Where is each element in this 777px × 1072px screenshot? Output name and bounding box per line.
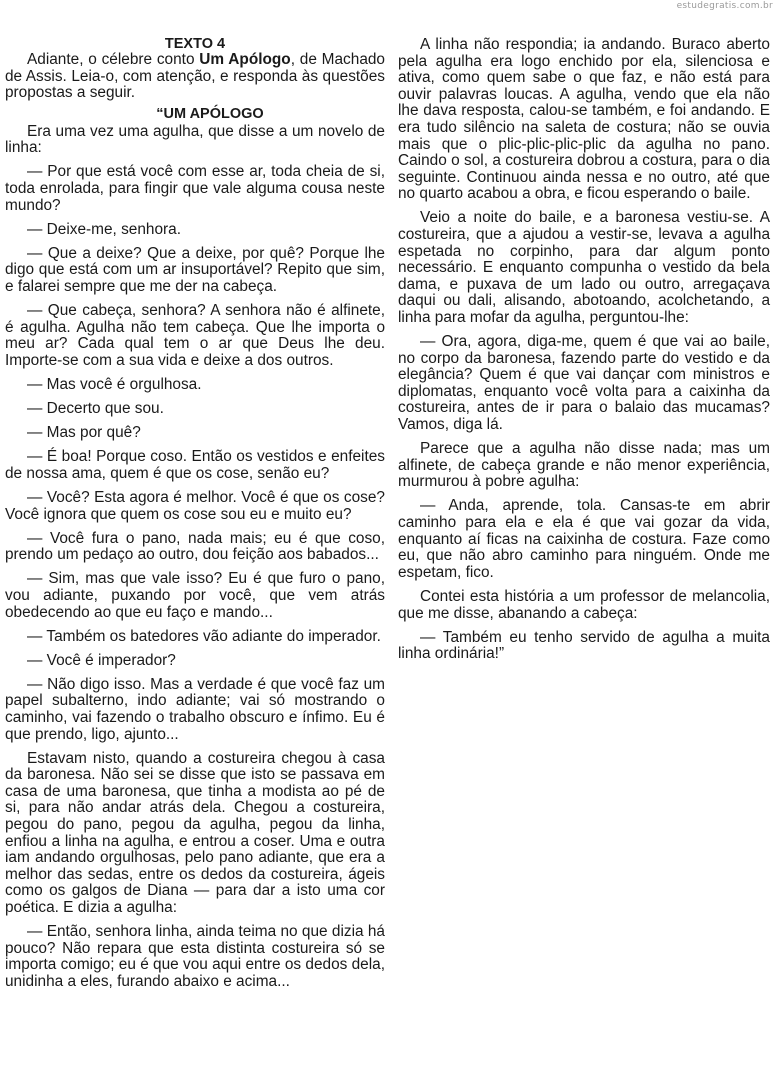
intro-paragraph: [5, 52, 385, 102]
story-paragraph: — Você? Esta agora é melhor. Você é que os cose? Você ignora que quem os cose sou eu e muito eu?: [5, 488, 385, 523]
story-paragraph: — Também os batedores vão adiante do imperador.: [27, 627, 381, 645]
intro-story-name: Um Apólogo: [199, 51, 291, 68]
story-paragraph: — Que a deixe? Que a deixe, por quê? Porque lhe digo que está com um ar insuportável? Repito que sim, e falarei sempre que me der na cabeça.: [5, 244, 385, 296]
story-paragraph: — Mas você é orgulhosa.: [27, 376, 202, 393]
story-paragraph: — Ora, agora, diga-me, quem é que vai ao baile, no corpo da baronesa, fazendo parte do vestido e da elegância? Quem é que vai dançar com ministros e diplomatas, enquanto você volta para a caixinha da costureira, antes de ir para o balaio das mucamas? Vamos, diga lá.: [398, 333, 770, 434]
story-paragraph: — Não digo isso. Mas a verdade é que você faz um papel subalterno, indo adiante; vai só mostrando o caminho, vai fazendo o trabalho obscuro e ínfimo. Eu é que prendo, ligo, ajunto...: [5, 675, 385, 743]
story-paragraph: — Você fura o pano, nada mais; eu é que coso, prendo um pedaço ao outro, dou feição aos babados...: [5, 529, 385, 564]
story-paragraph: — Decerto que sou.: [27, 400, 164, 418]
story-paragraph: — Você é imperador?: [27, 651, 176, 669]
story-paragraph: — Mas por quê?: [27, 424, 141, 442]
text-heading: TEXTO 4: [164, 36, 226, 52]
story-paragraph: Contei esta história a um professor de melancolia, que me disse, abanando a cabeça:: [398, 587, 770, 622]
story-paragraph: — Por que está você com esse ar, toda cheia de si, toda enrolada, para fingir que vale alguma cousa neste mundo?: [5, 163, 385, 214]
site-watermark: estudegratis.com.br: [676, 1, 773, 11]
story-paragraph: — Sim, mas que vale isso? Eu é que furo o pano, vou adiante, puxando por você, que vem atrás obedecendo ao que eu faço e mando...: [5, 570, 385, 621]
story-paragraph: Veio a noite do baile, e a baronesa vestiu-se. A costureira, que a ajudou a vestir-se, levava a agulha espetada no corpinho, para dar algum ponto necessário. E enquanto compunha o vestido da bela dama, e puxava de um lado ou outro, arregaçava daqui ou dali, alisando, abotoando, acolchetando, a linha para mofar da agulha, perguntou-lhe:: [398, 209, 770, 326]
story-paragraph: Estavam nisto, quando a costureira chegou à casa da baronesa. Não sei se disse que isto se passava em casa de uma baronesa, que tinha a modista ao pé de si, para não andar atrás dela. Chegou a costureira, pegou do pano, pegou da agulha, pegou da linha, enfiou a linha na agulha, e entrou a coser. Uma e outra iam andando orgulhosas, pelo pano adiante, que era a melhor das sedas, entre os dedos da costureira, ágeis como os galgos de Diana — para dar a isto uma cor poética. E dizia a agulha:: [5, 749, 385, 917]
right-column: [398, 37, 770, 663]
story-paragraph: — É boa! Porque coso. Então os vestidos e enfeites de nossa ama, quem é que os cose, senão eu?: [5, 448, 385, 482]
story-paragraph: — Anda, aprende, tola. Cansas-te em abrir caminho para ela e ela é que vai gozar da vida, enquanto aí ficas na caixinha de costura. Faze como eu, que não abro caminho para ninguém. Onde me espetam, fico.: [398, 497, 770, 581]
left-column: [5, 37, 385, 991]
intro-text-start: Adiante, o célebre conto: [27, 51, 200, 68]
story-paragraph: — Então, senhora linha, ainda teima no que dizia há pouco? Não repara que esta distinta costureira só se importa comigo; eu é que vou aqui entre os dedos dela, unidinha a eles, furando abaixo e acima...: [5, 923, 385, 990]
story-paragraph: — Que cabeça, senhora? A senhora não é alfinete, é agulha. Agulha não tem cabeça. Que lhe importa o meu ar? Cada qual tem o ar que Deus lhe deu. Importe-se com a sua vida e deixe a dos outros.: [5, 302, 385, 369]
story-paragraph: — Deixe-me, senhora.: [27, 220, 181, 238]
story-title: “UM APÓLOGO: [156, 105, 264, 122]
story-paragraph: Parece que a agulha não disse nada; mas um alfinete, de cabeça grande e não menor experiência, murmurou à pobre agulha:: [398, 440, 770, 491]
story-paragraph: Era uma vez uma agulha, que disse a um novelo de linha:: [5, 122, 385, 157]
intro-text-end: , de Machado de Assis. Leia-o, com atenção, e responda às questões propostas a seguir.: [5, 51, 385, 102]
story-paragraph: A linha não respondia; ia andando. Buraco aberto pela agulha era logo enchido por ela, silenciosa e ativa, como quem sabe o que faz, e não está para ouvir palavras loucas. A agulha, vendo que ela não lhe dava resposta, calou-se também, e foi andando. E era tudo silêncio na saleta de costura; não se ouvia mais que o plic-plic-plic-plic da agulha no pano. Caindo o sol, a costureira dobrou a costura, para o dia seguinte. Continuou ainda nessa e no outro, até que no quarto acabou a obra, e ficou esperando o baile.: [398, 36, 770, 203]
story-paragraph: — Também eu tenho servido de agulha a muita linha ordinária!”: [398, 628, 770, 663]
